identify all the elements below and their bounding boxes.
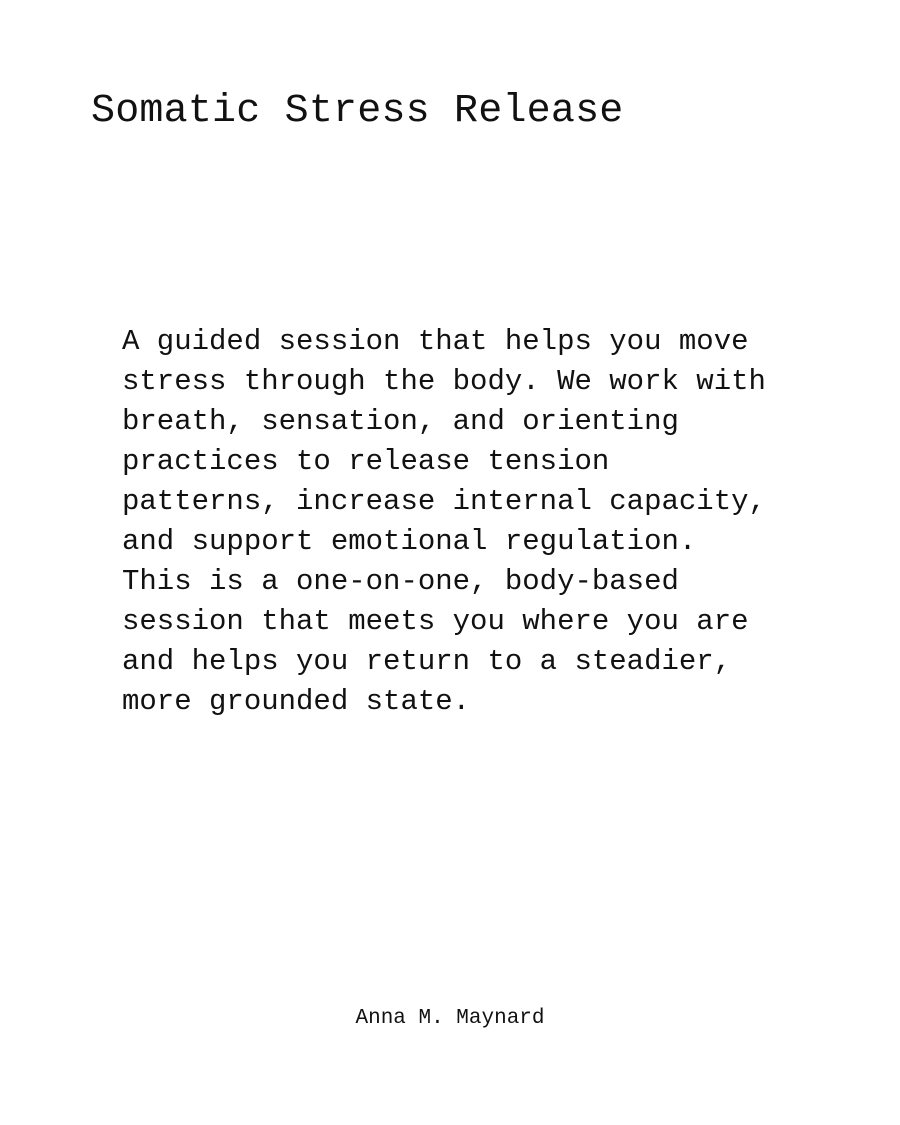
description-line: stress through the body. We work with: [122, 365, 766, 398]
description-line: A guided session that helps you move: [122, 325, 749, 358]
description-line: patterns, increase internal capacity,: [122, 485, 766, 518]
author-name: Anna M. Maynard: [355, 1007, 545, 1030]
description-line: This is a one-on-one, body-based: [122, 565, 679, 598]
session-description: [122, 322, 822, 722]
description-line: breath, sensation, and orienting: [122, 405, 679, 438]
description-line: practices to release tension: [122, 445, 610, 478]
description-line: and support emotional regulation.: [122, 525, 697, 558]
description-line: session that meets you where you are: [122, 605, 749, 638]
description-line: and helps you return to a steadier,: [122, 645, 732, 678]
description-line: more grounded state.: [122, 685, 471, 718]
page-title: Somatic Stress Release: [91, 89, 624, 134]
